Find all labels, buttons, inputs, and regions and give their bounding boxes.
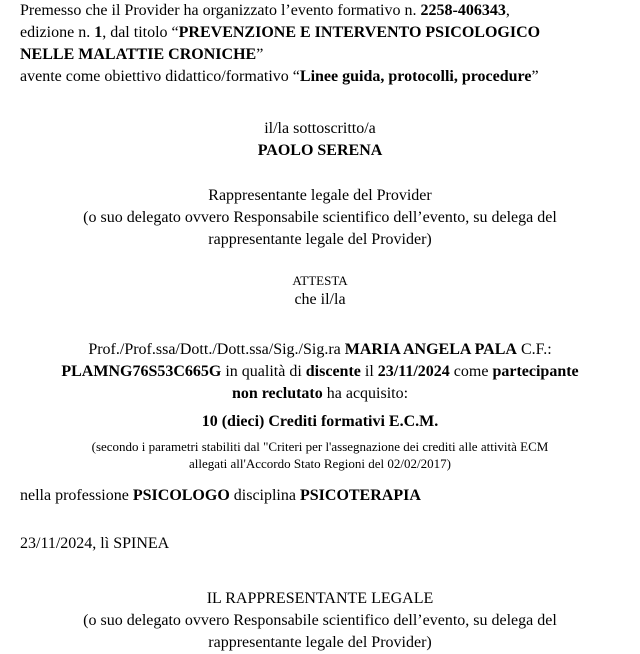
fiscal-code: PLAMNG76S53C665G xyxy=(61,363,222,380)
discente-text: Prof./Prof.ssa/Dott./Dott.ssa/Sig./Sig.ra xyxy=(88,341,345,358)
discente-text: il xyxy=(360,363,378,380)
discente-line-2 xyxy=(20,361,620,383)
event-title: PREVENZIONE E INTERVENTO PSICOLOGICO xyxy=(178,24,541,41)
attesta-subtitle: che il/la xyxy=(294,291,346,308)
credits-line: 10 (dieci) Crediti formativi E.C.M. xyxy=(201,413,439,430)
role-discente: discente xyxy=(305,363,361,380)
discente-text: come xyxy=(449,363,493,380)
firma-line-1: IL RAPPRESENTANTE LEGALE xyxy=(206,590,434,607)
premessa-text: avente come obiettivo didattico/formativo “ xyxy=(20,68,300,85)
event-date: 23/11/2024 xyxy=(377,363,450,380)
participant-type-continued: non reclutato xyxy=(231,385,323,402)
ruolo-line-2: (o suo delegato ovvero Responsabile scientifico dell’evento, su delega del xyxy=(83,209,557,226)
premessa-line-2 xyxy=(20,22,620,44)
date-place: 23/11/2024, lì SPINEA xyxy=(20,535,170,552)
credits-note-2: allegati all'Accordo Stato Regioni del 02/02/2017) xyxy=(189,456,451,471)
discente-text: C.F.: xyxy=(516,341,552,358)
participant-name: MARIA ANGELA PALA xyxy=(344,341,517,358)
participant-type: partecipante xyxy=(492,363,579,380)
edition-number: 1 xyxy=(94,24,103,41)
premessa-line-1 xyxy=(20,0,620,22)
firma-line-2: (o suo delegato ovvero Responsabile scientifico dell’evento, su delega del xyxy=(83,612,557,629)
discente-text: in qualità di xyxy=(221,363,306,380)
premessa-text: , xyxy=(505,2,510,19)
event-title-continued: NELLE MALATTIE CRONICHE xyxy=(20,46,257,63)
signer-name: PAOLO SERENA xyxy=(257,142,383,159)
professione-line xyxy=(20,485,620,507)
sottoscritto-label: il/la sottoscritto/a xyxy=(264,120,376,137)
ruolo-line-1: Rappresentante legale del Provider xyxy=(208,187,432,204)
profession: PSICOLOGO xyxy=(132,487,230,504)
professione-text: disciplina xyxy=(229,487,300,504)
discente-text: ha acquisito: xyxy=(322,385,409,402)
premessa-text: ” xyxy=(531,68,539,85)
ruolo-line-3: rappresentante legale del Provider) xyxy=(208,231,432,248)
premessa-line-3 xyxy=(20,44,620,66)
event-number: 2258-406343 xyxy=(420,2,506,19)
firma-line-3: rappresentante legale del Provider) xyxy=(208,634,432,651)
discipline: PSICOTERAPIA xyxy=(299,487,421,504)
credits-note-1: (secondo i parametri stabiliti dal "Criteri per l'assegnazione dei crediti alle attività ECM xyxy=(91,439,549,454)
discente-line-1 xyxy=(20,339,620,361)
premessa-text: edizione n. xyxy=(20,24,95,41)
premessa-line-4 xyxy=(20,66,620,88)
attesta-title: ATTESTA xyxy=(292,273,348,288)
objective: Linee guida, protocolli, procedure xyxy=(299,68,532,85)
premessa-text: , dal titolo “ xyxy=(102,24,179,41)
discente-line-3 xyxy=(20,383,620,405)
professione-text: nella professione xyxy=(20,487,133,504)
premessa-text: ” xyxy=(256,46,264,63)
premessa-text: Premesso che il Provider ha organizzato l’evento formativo n. xyxy=(20,2,421,19)
